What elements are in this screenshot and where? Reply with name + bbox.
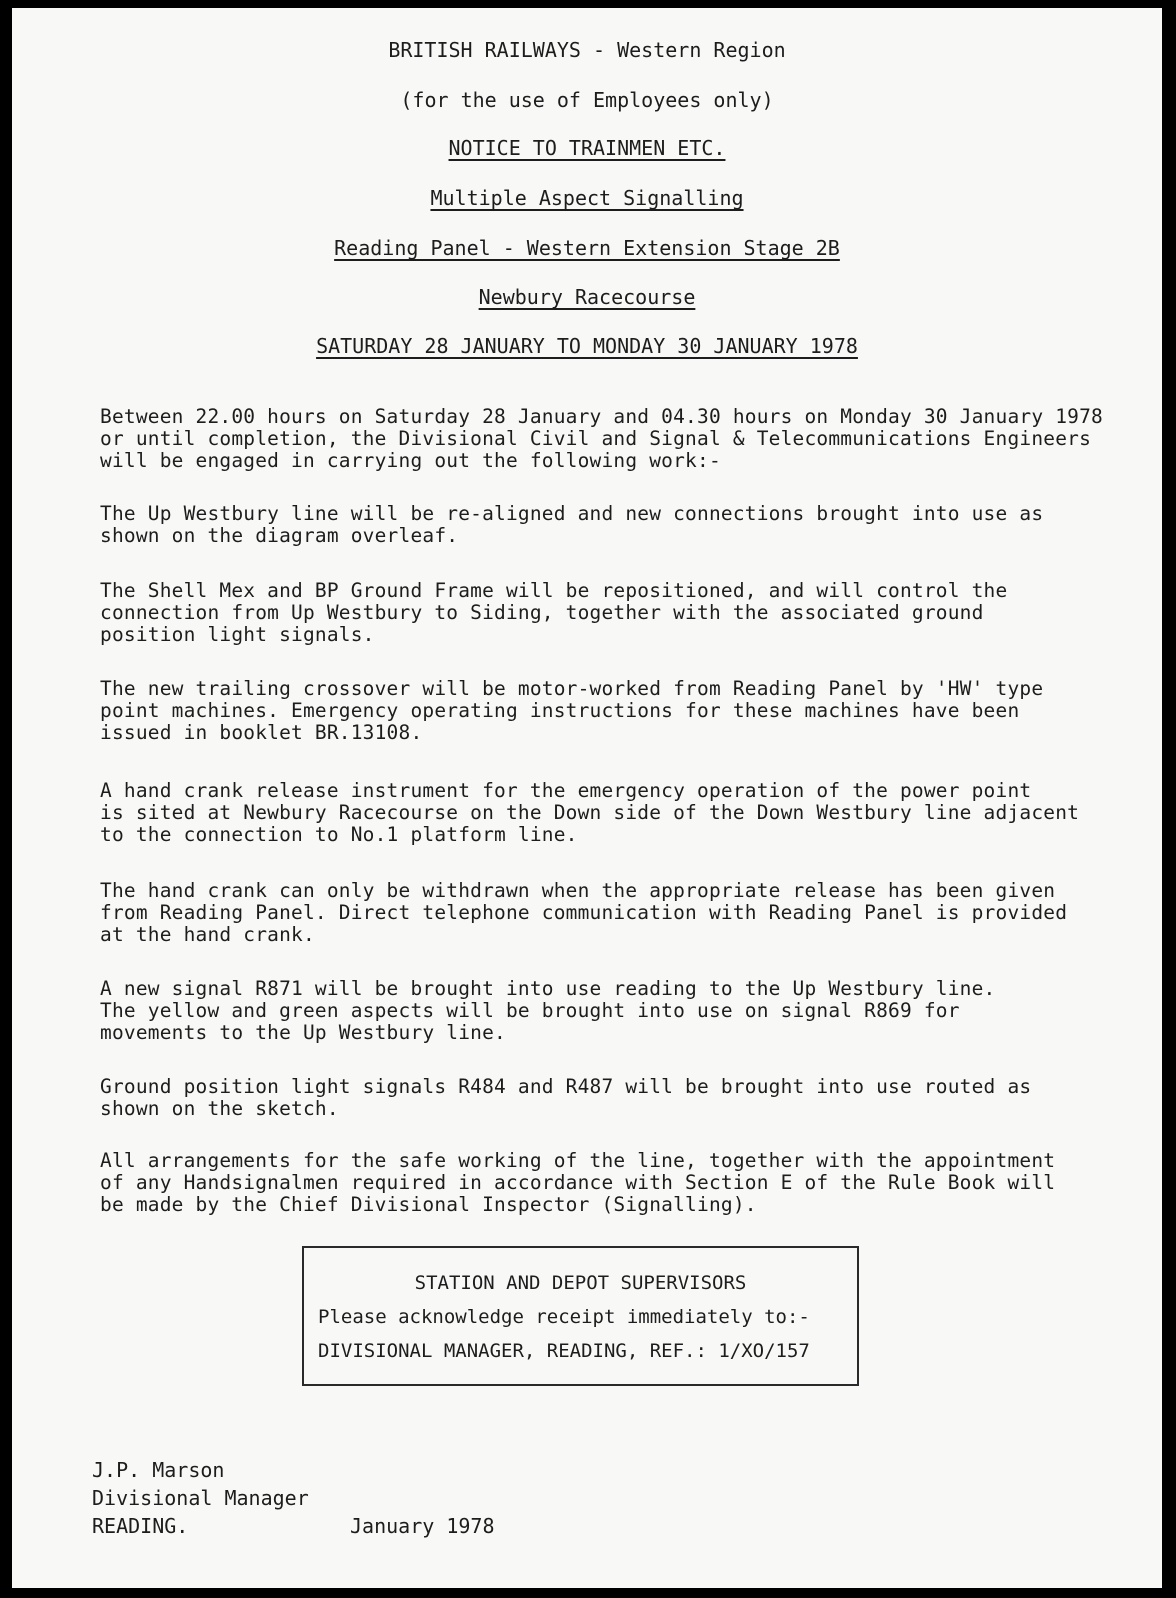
issue-date: January 1978: [350, 1514, 495, 1538]
acknowledgement-reference: DIVISIONAL MANAGER, READING, REF.: 1/XO/157: [318, 1340, 810, 1362]
paragraph-crossover: The new trailing crossover will be motor-worked from Reading Panel by 'HW' type point machines. Emergency operating instructions for these machines have been issued in booklet BR.13108.: [100, 677, 1044, 744]
paragraph-hand-crank-release: A hand crank release instrument for the emergency operation of the power point is sited at Newbury Racecourse on the Down side of the Down Westbury line adjacent to the connection to No.1 platform line.: [100, 779, 1080, 846]
notice-scheme: Reading Panel - Western Extension Stage 2B: [334, 236, 840, 260]
paragraph-hand-crank-withdrawal: The hand crank can only be withdrawn when the appropriate release has been given from Reading Panel. Direct telephone communication with Reading Panel is provided at the hand crank.: [100, 879, 1068, 946]
paragraph-safe-working: All arrangements for the safe working of the line, together with the appointment of any Handsignalmen required in accordance with Section E of the Rule Book will be made by the Chief Divisional Inspector (Signalling).: [100, 1149, 1056, 1216]
signatory-place: READING.: [92, 1514, 189, 1538]
header-audience: (for the use of Employees only): [400, 88, 774, 112]
signatory-title: Divisional Manager: [92, 1486, 309, 1510]
signatory-name: J.P. Marson: [92, 1458, 225, 1482]
notice-title: NOTICE TO TRAINMEN ETC.: [448, 136, 726, 160]
header-organisation: BRITISH RAILWAYS - Western Region: [388, 38, 786, 62]
notice-subject: Multiple Aspect Signalling: [430, 186, 744, 210]
paragraph-ground-frame: The Shell Mex and BP Ground Frame will be repositioned, and will control the connection from Up Westbury to Siding, together with the associated ground position light signals.: [100, 579, 1008, 646]
notice-dates: SATURDAY 28 JANUARY TO MONDAY 30 JANUARY 1978: [316, 334, 858, 358]
paragraph-ground-signals: Ground position light signals R484 and R487 will be brought into use routed as shown on the sketch.: [100, 1075, 1032, 1120]
acknowledgement-heading: STATION AND DEPOT SUPERVISORS: [414, 1272, 747, 1294]
signature-block: [92, 1456, 309, 1540]
acknowledgement-box: [302, 1246, 859, 1386]
document-page: [12, 8, 1162, 1588]
notice-location: Newbury Racecourse: [478, 285, 696, 309]
paragraph-new-signal: A new signal R871 will be brought into use reading to the Up Westbury line. The yellow and green aspects will be brought into use on signal R869 for movements to the Up Westbury line.: [100, 977, 996, 1044]
paragraph-realignment: The Up Westbury line will be re-aligned and new connections brought into use as shown on the diagram overleaf.: [100, 502, 1044, 547]
acknowledgement-instruction: Please acknowledge receipt immediately to:-: [318, 1306, 810, 1328]
paragraph-work-period: Between 22.00 hours on Saturday 28 January and 04.30 hours on Monday 30 January 1978 or until completion, the Divisional Civil and Signal & Telecommunications Engineers will be engaged in carrying out the following work:-: [100, 405, 1103, 472]
